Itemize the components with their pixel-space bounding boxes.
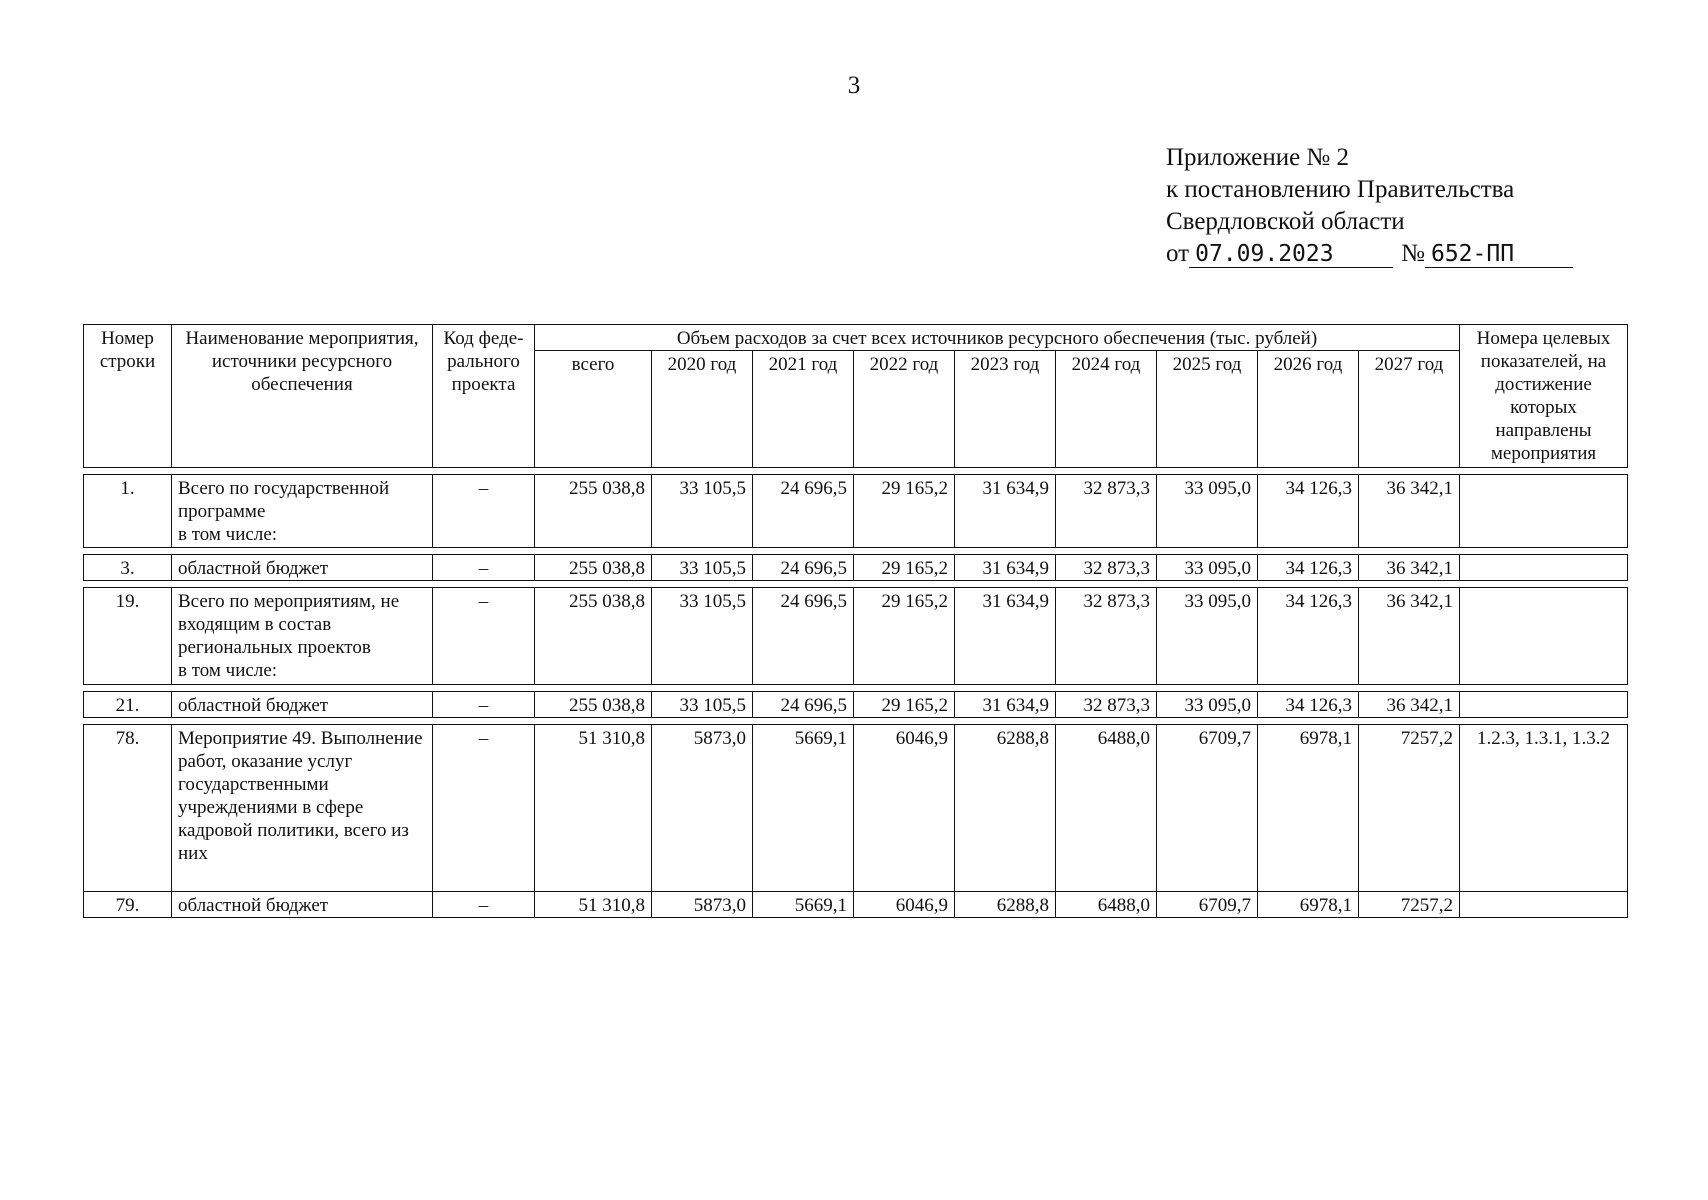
row-value: 6288,8 bbox=[955, 725, 1056, 892]
row-targets bbox=[1460, 475, 1628, 548]
row-name: областной бюджет bbox=[172, 892, 433, 918]
header-year-2021: 2021 год bbox=[753, 351, 854, 468]
header-year-2023: 2023 год bbox=[955, 351, 1056, 468]
row-value: 33 095,0 bbox=[1157, 555, 1258, 581]
row-targets bbox=[1460, 588, 1628, 685]
table-block bbox=[83, 474, 1628, 548]
row-value: 31 634,9 bbox=[955, 475, 1056, 548]
row-value: 6288,8 bbox=[955, 892, 1056, 918]
row-number: 78. bbox=[84, 725, 172, 892]
appendix-block bbox=[1166, 142, 1573, 270]
row-value: 36 342,1 bbox=[1359, 692, 1460, 718]
table-row bbox=[84, 725, 1628, 892]
header-year-2020: 2020 год bbox=[652, 351, 753, 468]
decree-line bbox=[1166, 238, 1573, 270]
row-value: 24 696,5 bbox=[753, 588, 854, 685]
header-year-2022: 2022 год bbox=[854, 351, 955, 468]
row-code: – bbox=[433, 725, 535, 892]
row-value: 29 165,2 bbox=[854, 555, 955, 581]
header-total: всего bbox=[535, 351, 652, 468]
row-value: 32 873,3 bbox=[1056, 555, 1157, 581]
date-prefix: от bbox=[1166, 240, 1190, 267]
row-name: Всего по государственной программе в том числе: bbox=[172, 475, 433, 548]
row-name: Мероприятие 49. Выполнение работ, оказание услуг государственными учреждениями в сфере кадровой политики, всего из них bbox=[172, 725, 433, 892]
row-number: 79. bbox=[84, 892, 172, 918]
row-value: 32 873,3 bbox=[1056, 588, 1157, 685]
row-value: 6046,9 bbox=[854, 725, 955, 892]
header-year-2025: 2025 год bbox=[1157, 351, 1258, 468]
row-value: 51 310,8 bbox=[535, 892, 652, 918]
row-value: 29 165,2 bbox=[854, 692, 955, 718]
row-value: 34 126,3 bbox=[1258, 588, 1359, 685]
header-name: Наименование мероприятия, источники ресурсного обеспечения bbox=[172, 325, 433, 468]
row-value: 7257,2 bbox=[1359, 725, 1460, 892]
row-value: 5669,1 bbox=[753, 892, 854, 918]
header-code: Код феде-рального проекта bbox=[433, 325, 535, 468]
row-value: 5669,1 bbox=[753, 725, 854, 892]
table-row bbox=[84, 555, 1628, 581]
row-value: 34 126,3 bbox=[1258, 475, 1359, 548]
row-name: областной бюджет bbox=[172, 555, 433, 581]
row-value: 6488,0 bbox=[1056, 892, 1157, 918]
header-volume: Объем расходов за счет всех источников ресурсного обеспечения (тыс. рублей) bbox=[535, 325, 1460, 351]
row-value: 36 342,1 bbox=[1359, 588, 1460, 685]
table-row bbox=[84, 588, 1628, 685]
row-number: 21. bbox=[84, 692, 172, 718]
row-value: 6488,0 bbox=[1056, 725, 1157, 892]
row-value: 24 696,5 bbox=[753, 475, 854, 548]
table-row bbox=[84, 692, 1628, 718]
page-number: 3 bbox=[847, 72, 861, 99]
row-name: Всего по мероприятиям, не входящим в состав региональных проектов в том числе: bbox=[172, 588, 433, 685]
row-value: 36 342,1 bbox=[1359, 475, 1460, 548]
row-value: 29 165,2 bbox=[854, 588, 955, 685]
row-value: 34 126,3 bbox=[1258, 692, 1359, 718]
row-value: 24 696,5 bbox=[753, 692, 854, 718]
row-targets bbox=[1460, 555, 1628, 581]
row-value: 6978,1 bbox=[1258, 892, 1359, 918]
row-value: 255 038,8 bbox=[535, 588, 652, 685]
row-value: 6046,9 bbox=[854, 892, 955, 918]
row-targets bbox=[1460, 692, 1628, 718]
table-header bbox=[83, 324, 1628, 468]
header-year-2024: 2024 год bbox=[1056, 351, 1157, 468]
header-row-number: Номер строки bbox=[84, 325, 172, 468]
row-value: 33 095,0 bbox=[1157, 588, 1258, 685]
row-value: 7257,2 bbox=[1359, 892, 1460, 918]
row-name: областной бюджет bbox=[172, 692, 433, 718]
expenses-table bbox=[83, 324, 1627, 918]
row-value: 255 038,8 bbox=[535, 475, 652, 548]
row-value: 5873,0 bbox=[652, 892, 753, 918]
row-value: 36 342,1 bbox=[1359, 555, 1460, 581]
row-value: 33 105,5 bbox=[652, 588, 753, 685]
table-row bbox=[84, 892, 1628, 918]
row-value: 51 310,8 bbox=[535, 725, 652, 892]
row-value: 33 105,5 bbox=[652, 555, 753, 581]
row-value: 255 038,8 bbox=[535, 555, 652, 581]
row-value: 31 634,9 bbox=[955, 588, 1056, 685]
header-year-2026: 2026 год bbox=[1258, 351, 1359, 468]
row-number: 19. bbox=[84, 588, 172, 685]
table-block bbox=[83, 587, 1628, 685]
table-block bbox=[83, 724, 1628, 918]
decree-date: 07.09.2023 bbox=[1189, 241, 1393, 268]
row-value: 5873,0 bbox=[652, 725, 753, 892]
row-targets: 1.2.3, 1.3.1, 1.3.2 bbox=[1460, 725, 1628, 892]
row-value: 6709,7 bbox=[1157, 892, 1258, 918]
row-value: 29 165,2 bbox=[854, 475, 955, 548]
row-value: 33 105,5 bbox=[652, 692, 753, 718]
row-code: – bbox=[433, 892, 535, 918]
row-value: 34 126,3 bbox=[1258, 555, 1359, 581]
header-year-2027: 2027 год bbox=[1359, 351, 1460, 468]
row-value: 24 696,5 bbox=[753, 555, 854, 581]
row-code: – bbox=[433, 475, 535, 548]
row-value: 32 873,3 bbox=[1056, 692, 1157, 718]
row-value: 32 873,3 bbox=[1056, 475, 1157, 548]
appendix-title: Приложение № 2 bbox=[1166, 144, 1350, 171]
row-code: – bbox=[433, 692, 535, 718]
row-value: 33 095,0 bbox=[1157, 475, 1258, 548]
table-block bbox=[83, 691, 1628, 718]
header-targets: Номера целевых показателей, на достижение которых направлены мероприятия bbox=[1460, 325, 1628, 468]
number-sign: № bbox=[1401, 240, 1425, 267]
row-code: – bbox=[433, 555, 535, 581]
row-targets bbox=[1460, 892, 1628, 918]
row-value: 255 038,8 bbox=[535, 692, 652, 718]
row-value: 31 634,9 bbox=[955, 555, 1056, 581]
row-value: 31 634,9 bbox=[955, 692, 1056, 718]
table-block bbox=[83, 554, 1628, 581]
row-value: 33 105,5 bbox=[652, 475, 753, 548]
appendix-region: Свердловской области bbox=[1166, 208, 1405, 235]
row-number: 1. bbox=[84, 475, 172, 548]
decree-number: 652-ПП bbox=[1425, 241, 1573, 268]
row-value: 33 095,0 bbox=[1157, 692, 1258, 718]
row-number: 3. bbox=[84, 555, 172, 581]
appendix-subtitle: к постановлению Правительства bbox=[1166, 176, 1515, 203]
row-code: – bbox=[433, 588, 535, 685]
table-row bbox=[84, 475, 1628, 548]
row-value: 6978,1 bbox=[1258, 725, 1359, 892]
row-value: 6709,7 bbox=[1157, 725, 1258, 892]
